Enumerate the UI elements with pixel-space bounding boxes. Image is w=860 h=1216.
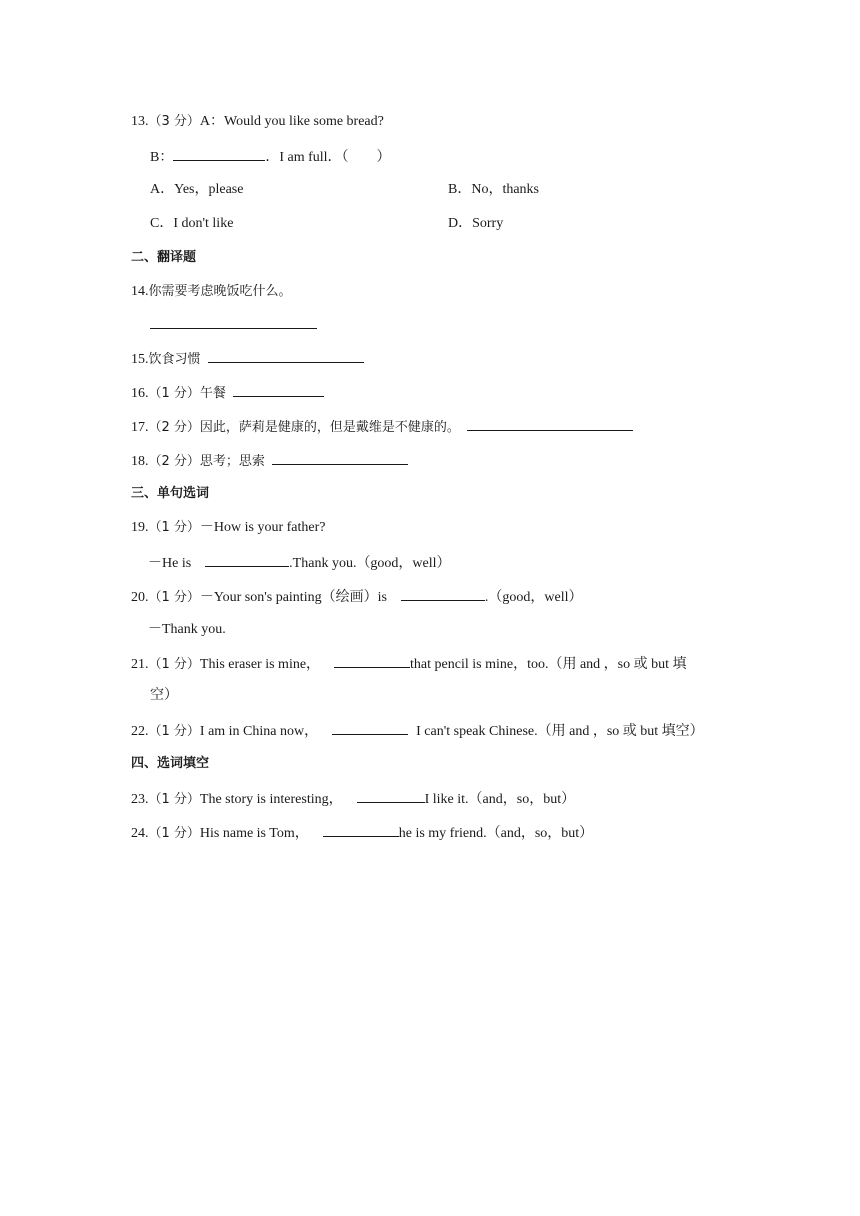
question-number: 22.: [131, 724, 149, 739]
question-score: （1 分）: [148, 386, 200, 401]
answer-blank[interactable]: [173, 146, 265, 161]
question-14-answer-line: [150, 314, 317, 336]
question-score: （1 分）: [148, 792, 200, 807]
question-23: [131, 788, 575, 810]
question-text: －He is: [148, 556, 192, 571]
question-text: A：Would you like some bread?: [199, 114, 384, 129]
answer-blank[interactable]: [332, 720, 408, 735]
question-score: （1 分）: [148, 520, 200, 535]
question-text: I can't speak Chinese.（用 and ，so 或 but 填空）: [416, 724, 704, 739]
speaker-label: B：: [150, 150, 174, 165]
question-text: 你需要考虑晚饭吃什么。: [148, 284, 292, 299]
question-20: [131, 586, 583, 608]
question-number: 17.: [131, 420, 149, 435]
question-13-line-2: [150, 146, 391, 168]
question-text: I am in China now，: [199, 724, 319, 739]
question-number: 16.: [131, 386, 149, 401]
question-16: [131, 382, 324, 404]
question-number: 15.: [131, 352, 149, 367]
option-c[interactable]: C．I don't like: [150, 216, 234, 231]
question-score: （3 分）: [148, 114, 200, 129]
option-a[interactable]: A．Yes，please: [150, 182, 244, 197]
answer-blank[interactable]: [467, 416, 633, 431]
question-13-stem: [131, 112, 384, 132]
option-d[interactable]: D．Sorry: [448, 216, 504, 231]
question-number: 20.: [131, 590, 149, 605]
answer-blank[interactable]: [233, 382, 324, 397]
question-score: （1 分）: [148, 657, 200, 672]
question-24: [131, 822, 593, 844]
question-number: 21.: [131, 657, 149, 672]
question-text: 饮食习惯: [148, 352, 201, 367]
question-text: he is my friend.（and，so，but）: [398, 826, 594, 841]
question-17: [131, 416, 633, 438]
question-text: .（good，well）: [484, 590, 583, 605]
question-19: [131, 518, 325, 538]
answer-blank[interactable]: [205, 552, 289, 567]
section-title-word-choice: 三、单句选词: [131, 486, 210, 501]
question-text: His name is Tom，: [199, 826, 309, 841]
answer-blank[interactable]: [150, 314, 317, 329]
question-18: [131, 450, 408, 472]
question-score: （1 分）: [148, 590, 200, 605]
question-text: －Your son's painting（绘画）is: [199, 590, 387, 605]
answer-blank[interactable]: [334, 653, 410, 668]
question-21-line-2: 空）: [150, 688, 178, 703]
answer-blank[interactable]: [208, 348, 364, 363]
question-22: [131, 720, 704, 742]
question-text: .Thank you.（good，well）: [289, 556, 451, 571]
answer-blank[interactable]: [323, 822, 399, 837]
question-text: 因此，萨莉是健康的，但是戴维是不健康的。: [199, 420, 460, 435]
question-text: －How is your father?: [199, 520, 326, 535]
section-title-translation: 二、翻译题: [131, 250, 197, 265]
question-text: 思考；思索: [199, 454, 265, 469]
question-score: （2 分）: [148, 420, 200, 435]
question-score: （2 分）: [148, 454, 200, 469]
answer-blank[interactable]: [401, 586, 485, 601]
question-score: （1 分）: [148, 724, 200, 739]
question-number: 13.: [131, 114, 149, 129]
section-title-fill-in: 四、选词填空: [131, 756, 210, 771]
answer-blank[interactable]: [272, 450, 408, 465]
question-number: 23.: [131, 792, 149, 807]
option-b[interactable]: B．No，thanks: [448, 182, 539, 197]
answer-blank[interactable]: [357, 788, 425, 803]
question-number: 14.: [131, 284, 149, 299]
question-text: 午餐: [199, 386, 226, 401]
question-15: [131, 348, 364, 370]
question-number: 19.: [131, 520, 149, 535]
question-21: [131, 653, 687, 675]
question-text: that pencil is mine，too.（用 and ，so 或 but 填: [410, 657, 687, 672]
question-14: [131, 282, 292, 302]
question-20-line-2: －Thank you.: [148, 622, 226, 637]
question-text: This eraser is mine，: [199, 657, 321, 672]
question-text: I like it.（and，so，but）: [424, 792, 576, 807]
question-19-line-2: [148, 552, 451, 574]
question-number: 18.: [131, 454, 149, 469]
question-text: ．I am full．（ ）: [265, 150, 391, 165]
question-score: （1 分）: [148, 826, 200, 841]
question-number: 24.: [131, 826, 149, 841]
question-text: The story is interesting，: [199, 792, 343, 807]
